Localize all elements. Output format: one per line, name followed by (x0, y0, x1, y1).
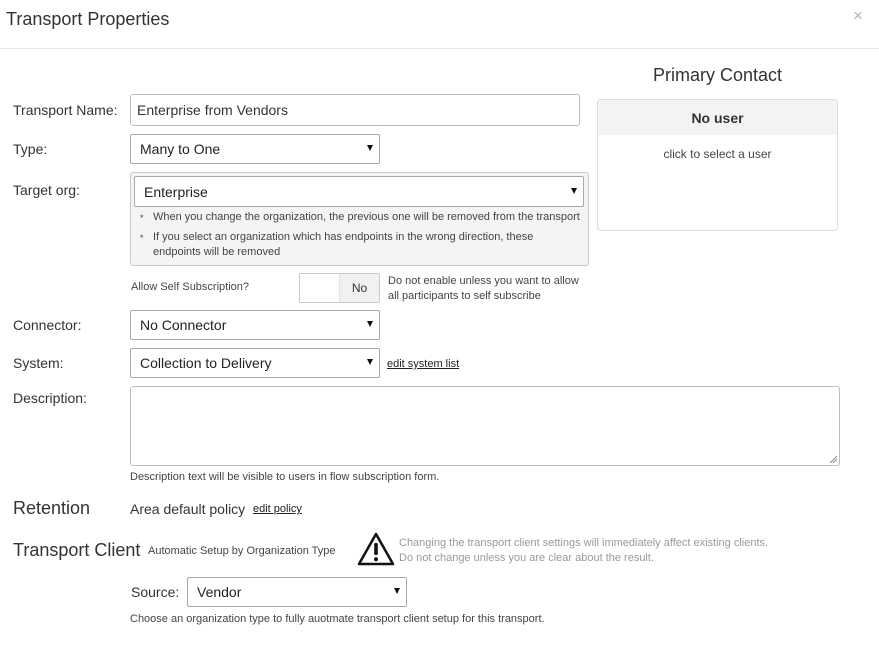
chevron-down-icon (394, 588, 400, 594)
connector-value: No Connector (140, 317, 227, 333)
transport-name-value: Enterprise from Vendors (137, 102, 288, 118)
edit-system-list-link[interactable]: edit system list (387, 358, 460, 370)
transport-name-input[interactable] (130, 94, 580, 126)
source-label: Source: (131, 584, 180, 600)
hint-line: all participants to self subscribe (388, 290, 541, 302)
toggle-knob (300, 274, 340, 302)
primary-contact-heading: Primary Contact (652, 65, 783, 85)
self-subscription-hint (388, 274, 579, 304)
target-org-note: If you select an organization which has endpoints in the wrong direction, these endpoints will be removed (153, 231, 534, 258)
target-org-select[interactable] (134, 176, 584, 207)
system-select[interactable] (130, 348, 380, 378)
chevron-down-icon (367, 321, 373, 327)
primary-contact-panel[interactable] (597, 99, 838, 231)
note-bullet: * (140, 233, 144, 243)
transport-name-label: Transport Name: (13, 102, 118, 118)
transport-client-subheading: Automatic Setup by Organization Type (148, 545, 336, 557)
self-subscription-toggle[interactable] (299, 273, 380, 303)
warning-line: Do not change unless you are clear about the result. (399, 552, 654, 564)
system-label: System: (13, 355, 64, 371)
chevron-down-icon (367, 359, 373, 365)
dialog-title: Transport Properties (6, 9, 170, 29)
target-org-note: When you change the organization, the previous one will be removed from the transport (153, 211, 580, 223)
description-label: Description: (13, 390, 87, 406)
note-bullet: * (140, 213, 144, 223)
transport-client-heading: Transport Client (13, 540, 141, 560)
type-value: Many to One (140, 141, 221, 157)
connector-select[interactable] (130, 310, 380, 340)
connector-label: Connector: (13, 317, 82, 333)
chevron-down-icon (571, 188, 577, 194)
self-subscription-label: Allow Self Subscription? (131, 281, 250, 293)
retention-heading: Retention (13, 498, 91, 518)
source-value: Vendor (197, 584, 242, 600)
hint-line: Do not enable unless you want to allow (388, 275, 579, 287)
type-label: Type: (13, 141, 48, 157)
source-select[interactable] (187, 577, 407, 607)
system-value: Collection to Delivery (140, 355, 272, 371)
retention-value: Area default policy (130, 501, 246, 517)
target-org-value: Enterprise (144, 183, 208, 200)
description-help: Description text will be visible to users in flow subscription form. (130, 471, 440, 483)
primary-contact-user: No user (598, 100, 837, 135)
warning-icon (357, 532, 395, 566)
close-icon[interactable]: × (853, 6, 863, 25)
resize-grip-icon[interactable] (829, 455, 837, 463)
description-textarea[interactable] (130, 386, 840, 466)
transport-client-help: Choose an organization type to fully auotmate transport client setup for this transport. (130, 613, 545, 625)
edit-policy-link[interactable]: edit policy (253, 503, 302, 515)
chevron-down-icon (367, 145, 373, 151)
header-divider (0, 48, 879, 49)
type-select[interactable] (130, 134, 380, 164)
transport-client-warning (399, 536, 768, 566)
toggle-state: No (340, 274, 379, 302)
warning-line: Changing the transport client settings will immediately affect existing clients. (399, 537, 769, 549)
target-org-label: Target org: (13, 182, 80, 198)
select-user-prompt[interactable]: click to select a user (663, 147, 772, 161)
